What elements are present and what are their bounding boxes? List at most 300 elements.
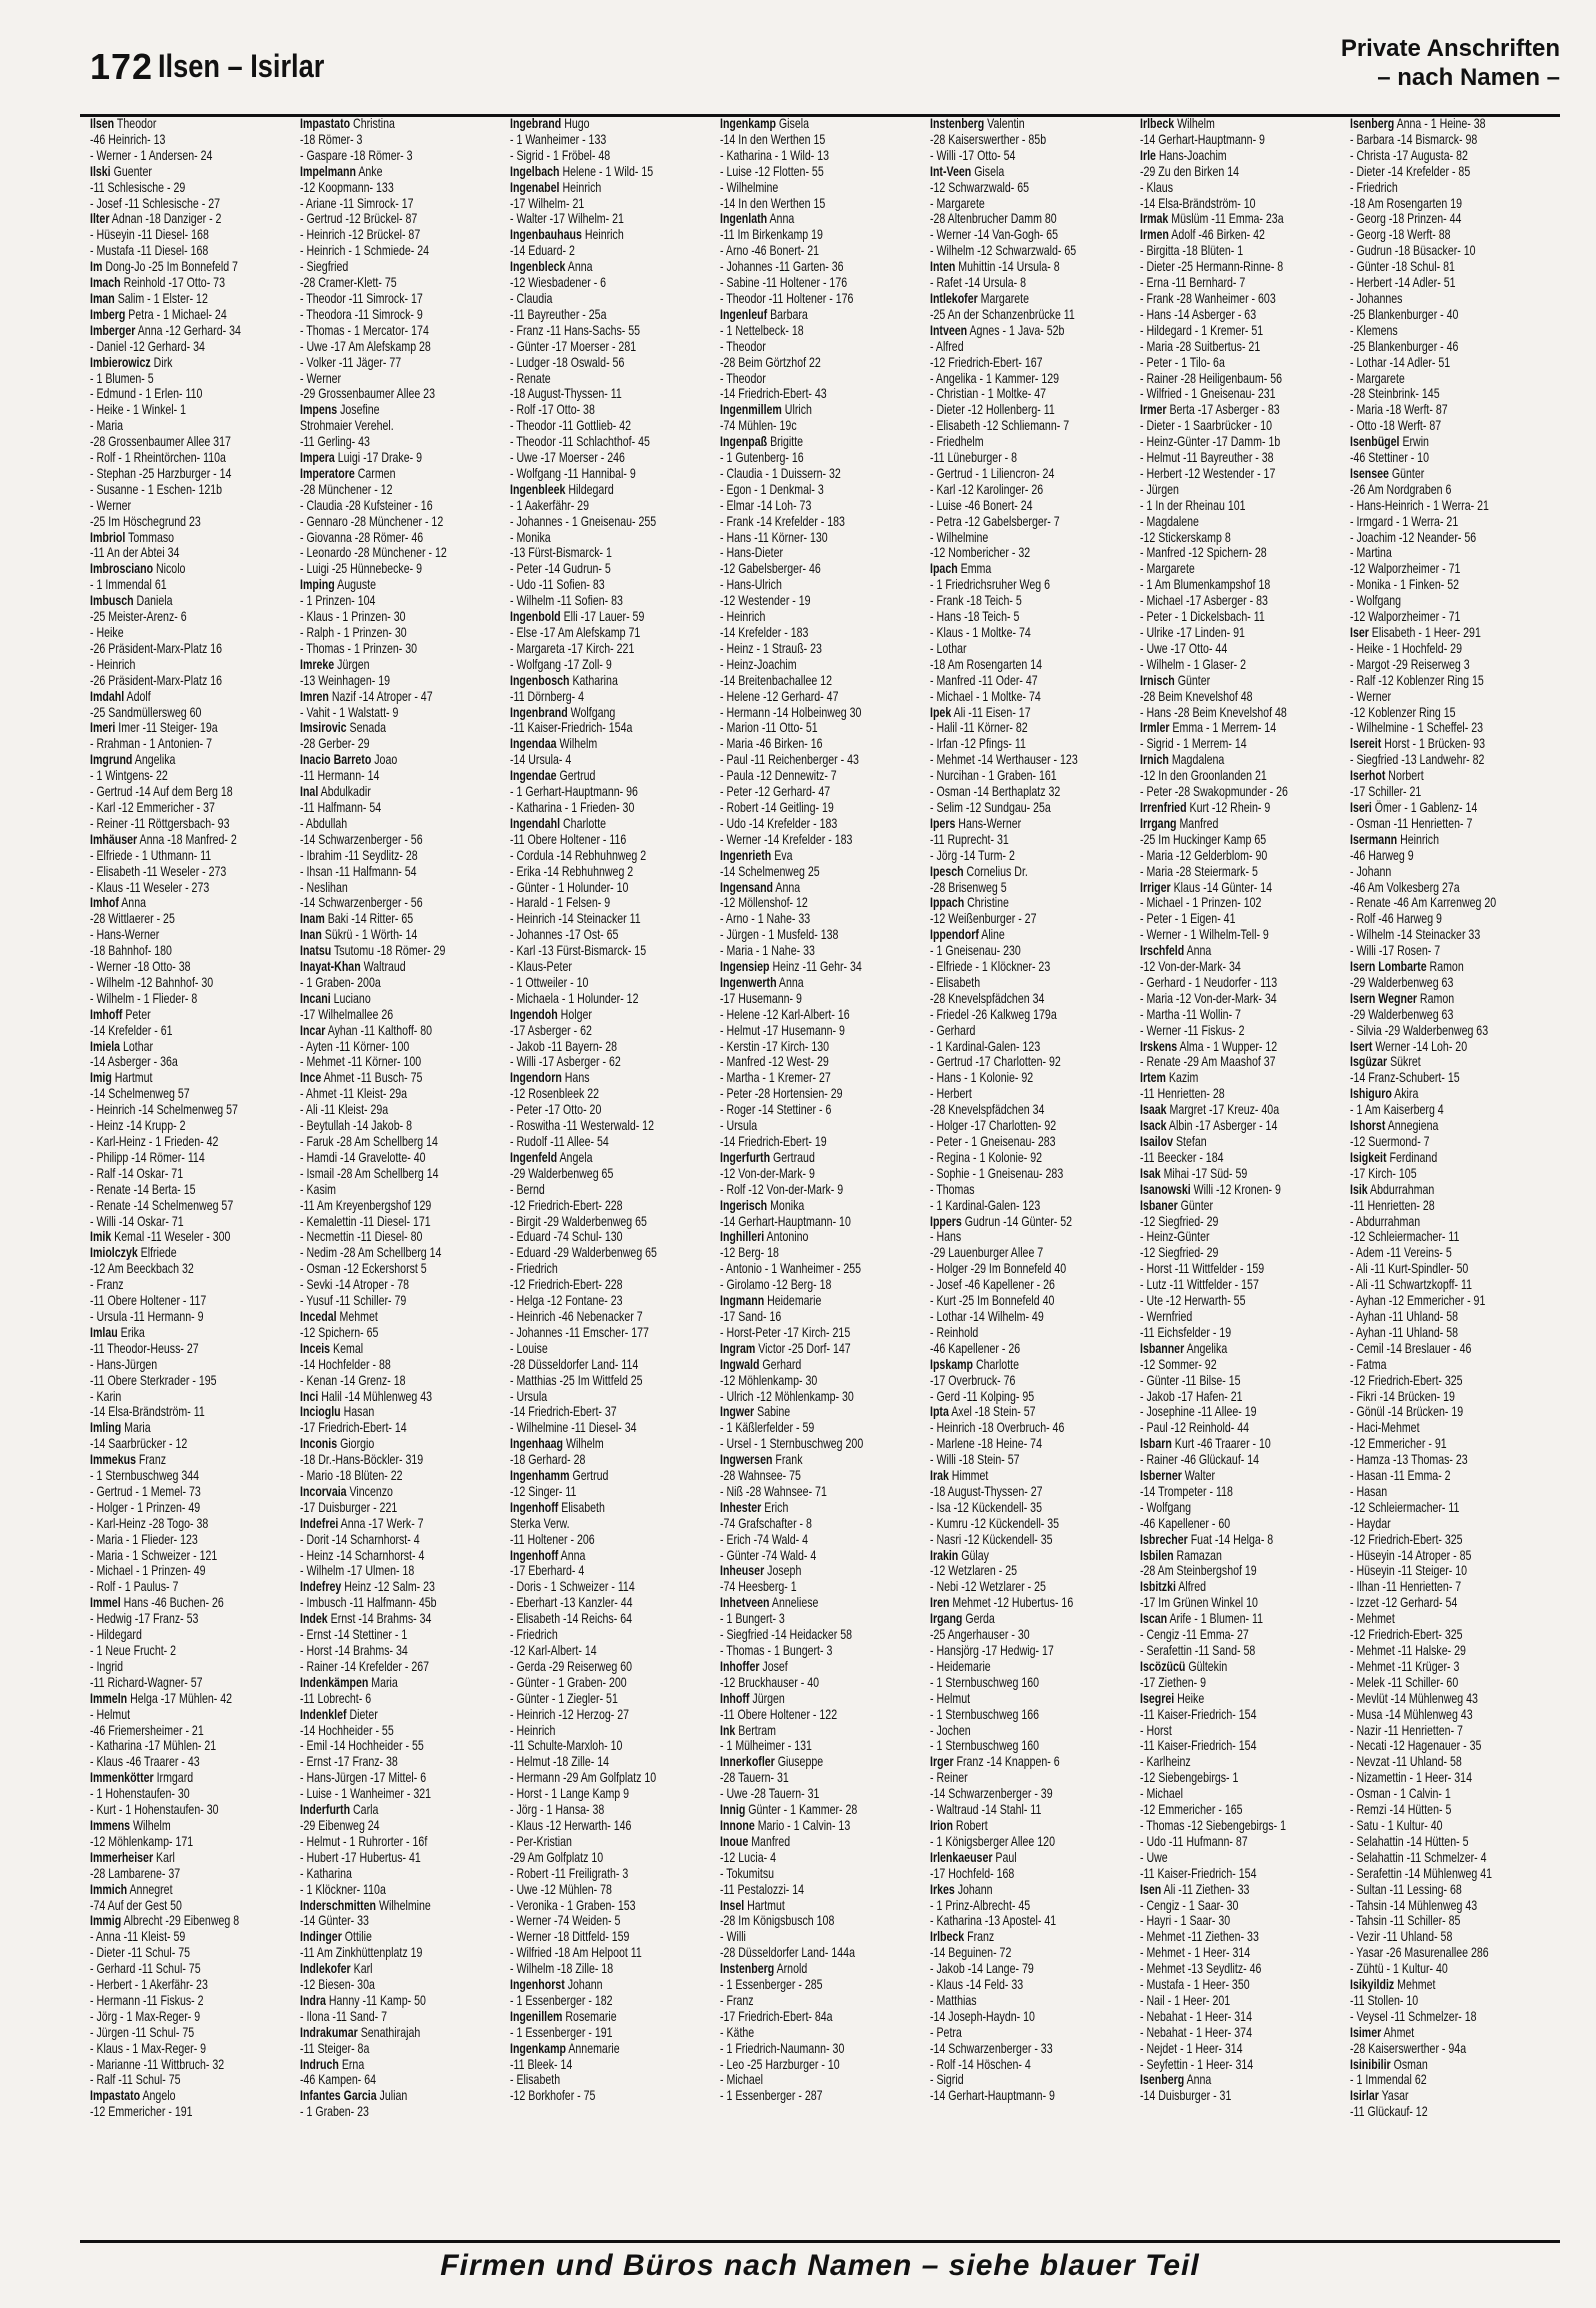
entry-surname-line — [300, 1023, 460, 1039]
entry-detail: Christine — [964, 895, 1009, 911]
entry-line: - Peter -17 Otto- 20 — [510, 1102, 602, 1118]
entry-line: - Josef -46 Kapellener - 26 — [930, 1277, 1055, 1293]
entry-detail: Gerda — [962, 1611, 995, 1627]
entry-line: - Helmut -17 Husemann- 9 — [720, 1022, 845, 1038]
entry-line: - Kurt -25 Im Bonnefeld 40 — [930, 1293, 1055, 1309]
surname: Ingenpaß — [720, 434, 768, 450]
entry-line: -29 Zu den Birken 14 — [1140, 163, 1240, 179]
entry-line: - Reinhold — [930, 1324, 979, 1340]
surname: Ippendorf — [930, 927, 979, 943]
entry-surname-line — [510, 2009, 670, 2025]
surname: Isbarn — [1140, 1436, 1172, 1452]
entry-line: - Ayhan -12 Emmericher - 91 — [1350, 1293, 1486, 1309]
entry-line: - Uwe -17 Otto- 44 — [1140, 640, 1228, 656]
entry-detail: Ernst -14 Brahms- 34 — [327, 1611, 432, 1627]
entry-detail: Gültekin — [1185, 1658, 1228, 1674]
entry-surname-line — [720, 1563, 880, 1579]
entry-surname-line — [1140, 1548, 1300, 1564]
entry-detail: Heinrich — [581, 227, 624, 243]
entry-line: - Gertrud - 1 Memel- 73 — [90, 1483, 201, 1499]
surname: Imeri — [90, 720, 116, 736]
entry-line: -14 Elsa-Brändström- 11 — [90, 1404, 205, 1420]
entry-line: - Günter -74 Wald- 4 — [720, 1547, 817, 1563]
entry-line: -12 Singer- 11 — [510, 1483, 577, 1499]
entry-line: - Heinz -14 Krupp- 2 — [90, 1118, 186, 1134]
entry-line: - Dieter -12 Hollenberg- 11 — [930, 402, 1055, 418]
entry-line: - Wilhelm -14 Steinacker 33 — [1350, 927, 1481, 943]
entry-surname-line — [720, 959, 880, 975]
entry-line: - Necati -12 Hagenauer - 35 — [1350, 1738, 1482, 1754]
entry-line: - Elisabeth — [930, 974, 981, 990]
entry-detail: Jürgen — [334, 656, 370, 672]
entry-surname-line — [930, 927, 1090, 943]
entry-surname-line — [1350, 800, 1510, 816]
surname: Inhoff — [720, 1690, 750, 1706]
surname: Isenberg — [1350, 116, 1395, 131]
entry-line: -13 Fürst-Bismarck- 1 — [510, 545, 612, 561]
entry-line: -14 Krefelder - 183 — [720, 625, 809, 640]
entry-line: - Gerda -29 Reiserweg 60 — [510, 1658, 632, 1674]
surname: Indek — [300, 1611, 328, 1627]
entry-line: - Heinz-Günter -17 Damm- 1b — [1140, 434, 1281, 450]
entry-surname-line — [90, 1770, 250, 1786]
entry-line: - Hansjörg -17 Hedwig- 17 — [930, 1643, 1054, 1658]
entry-line: - Abdurrahman — [1350, 1213, 1421, 1229]
entry-line: - Leo -25 Harzburger - 10 — [720, 2056, 840, 2072]
entry-line: - Hedwig -17 Franz- 53 — [90, 1611, 199, 1627]
entry-line: - Werner - 1 Wilhelm-Tell- 9 — [1140, 927, 1269, 943]
entry-line: - Reiner -11 Röttgersbach- 93 — [90, 815, 230, 831]
entry-line: -11 Lobrecht- 6 — [300, 1690, 372, 1706]
entry-line: - Waltraud -14 Stahl- 11 — [930, 1802, 1042, 1818]
entry-line: - Necmettin -11 Diesel- 80 — [300, 1229, 423, 1245]
surname: Intveen — [930, 322, 968, 338]
entry-detail: Theodor — [114, 116, 157, 131]
entry-line: -17 Overbruck- 76 — [930, 1372, 1016, 1388]
surname: Inderfurth — [300, 1802, 351, 1818]
surname: Isailov — [1140, 1134, 1174, 1149]
entry-surname-line — [300, 943, 460, 959]
entry-line: -12 Wetzlaren - 25 — [930, 1563, 1018, 1579]
entry-surname-line — [510, 1150, 670, 1166]
entry-line: - Halil -11 Körner- 82 — [930, 720, 1028, 736]
entry-line: - Marion -11 Otto- 51 — [720, 720, 818, 736]
entry-line: -17 Im Grünen Winkel 10 — [1140, 1595, 1258, 1611]
entry-surname-line — [90, 291, 250, 307]
entry-line: - Kasim — [300, 1181, 336, 1197]
entry-line: - Heinz -14 Scharnhorst- 4 — [300, 1547, 425, 1563]
entry-surname-line — [300, 689, 460, 705]
entry-surname-line — [720, 1691, 880, 1707]
entry-line: - Margot -29 Reiserweg 3 — [1350, 656, 1470, 672]
surname: Ingwersen — [720, 1452, 773, 1468]
directory-column — [1350, 116, 1555, 2236]
entry-line: -46 Kapellener - 60 — [1140, 1515, 1231, 1531]
entry-line: -12 Weißenburger - 27 — [930, 911, 1037, 927]
entry-line: -28 Am Steinbergshof 19 — [1140, 1563, 1257, 1579]
entry-line: -14 Schelmenweg 25 — [720, 863, 820, 879]
entry-line: - Faruk -28 Am Schellberg 14 — [300, 1134, 438, 1149]
entry-detail: Elisabeth — [558, 1499, 605, 1515]
entry-detail: Kemal -11 Weseler - 300 — [111, 1229, 231, 1245]
entry-surname-line — [300, 1993, 460, 2009]
entry-line: -12 Siebengebirgs- 1 — [1140, 1770, 1239, 1786]
entry-line: - Cordula -14 Rebhuhnweg 2 — [510, 847, 647, 863]
entry-surname-line — [720, 1818, 880, 1834]
surname: Imik — [90, 1229, 112, 1245]
entry-detail: Ramon — [1416, 990, 1455, 1006]
entry-line: - Peter -28 Swakopmunder - 26 — [1140, 784, 1288, 800]
entry-line: - Walter -17 Wilhelm- 21 — [510, 211, 624, 227]
entry-line: - Christa -17 Augusta- 82 — [1350, 147, 1468, 163]
entry-surname-line — [90, 720, 250, 736]
entry-line: - Mehmet — [1350, 1611, 1395, 1627]
entry-surname-line — [510, 1548, 670, 1564]
entry-line: - Luigi -25 Hünnebecke- 9 — [300, 561, 423, 577]
entry-line: -46 Am Volkesberg 27a — [1350, 879, 1460, 895]
entry-line: -11 Halfmann- 54 — [300, 799, 382, 815]
surname: Ingelbach — [510, 163, 560, 179]
entry-line: -12 Friedrich-Ebert- 228 — [510, 1197, 623, 1213]
surname: Isermann — [1350, 831, 1398, 847]
entry-line: - 1 Blumen- 5 — [90, 370, 154, 386]
entry-line: - Heinrich -18 Overbruch- 46 — [930, 1420, 1065, 1436]
entry-line: - Hildegard - 1 Kremer- 51 — [1140, 322, 1264, 338]
entry-line: - Ali -11 Kurt-Spindler- 50 — [1350, 1261, 1469, 1277]
entry-line: -28 Knevelspfädchen 34 — [930, 990, 1045, 1006]
entry-line: - 1 Käßlerfelder - 59 — [720, 1420, 815, 1436]
surname: Irkes — [930, 1881, 955, 1897]
entry-line: - Jürgen -11 Schul- 75 — [90, 2024, 195, 2040]
surname: Ingenabel — [510, 179, 560, 195]
entry-surname-line — [510, 736, 670, 752]
surname: Imbrosciano — [90, 561, 154, 577]
entry-surname-line — [300, 116, 460, 132]
surname: Isirlar — [1350, 2088, 1379, 2104]
entry-detail: Imer -11 Steiger- 19a — [115, 720, 218, 736]
entry-line: - Michael -17 Asberger - 83 — [1140, 593, 1268, 609]
entry-line: - Arno - 1 Nahe- 33 — [720, 911, 811, 927]
surname: Ingenkamp — [720, 116, 776, 131]
entry-detail: Johann — [954, 1881, 993, 1897]
entry-detail: Wilhelm — [1174, 116, 1215, 131]
entry-line: - Theodor -11 Simrock- 17 — [300, 290, 423, 306]
entry-detail: Elfriede — [137, 1245, 177, 1261]
surname: Indlekofer — [300, 1961, 351, 1977]
entry-detail: Irmgard — [153, 1770, 194, 1786]
entry-line: -11 Henrietten- 28 — [1350, 1197, 1435, 1213]
entry-line: -12 Wiesbadener - 6 — [510, 275, 607, 291]
entry-line: Strohmaier Verehel. — [300, 418, 394, 434]
entry-line: -12 Schwarzwald- 65 — [930, 179, 1030, 195]
entry-line: - Herbert — [930, 1086, 972, 1102]
surname: Ingenmillem — [720, 402, 782, 418]
entry-line: - Friedrich — [510, 1261, 558, 1277]
entry-line: - Udo -14 Krefelder - 183 — [720, 815, 838, 831]
entry-line: - Wilhelm - 1 Glaser- 2 — [1140, 656, 1247, 672]
surname: Instenberg — [930, 116, 985, 131]
surname: Imberg — [90, 306, 126, 322]
surname: Isberner — [1140, 1468, 1182, 1484]
entry-line: - Wilhelm -11 Sofien- 83 — [510, 593, 623, 609]
entry-line: - Nurcihan - 1 Graben- 161 — [930, 768, 1057, 784]
entry-detail: Jürgen — [749, 1690, 785, 1706]
entry-surname-line — [510, 2041, 670, 2057]
surname: Iserhot — [1350, 768, 1386, 784]
surname: Ipers — [930, 815, 956, 831]
surname: Ingenkamp — [510, 2040, 566, 2056]
entry-surname-line — [510, 1468, 670, 1484]
entry-surname-line — [1140, 1532, 1300, 1548]
entry-surname-line — [300, 450, 460, 466]
entry-line: - Sigrid - 1 Merrem- 14 — [1140, 736, 1247, 752]
entry-line: - Giovanna -28 Römer- 46 — [300, 529, 424, 545]
surname: Insel — [720, 1897, 745, 1913]
entry-detail: Hartmut — [744, 1897, 785, 1913]
entry-line: - Helmut — [930, 1690, 971, 1706]
entry-surname-line — [1140, 1166, 1300, 1182]
entry-surname-line — [300, 1707, 460, 1723]
entry-line: - Ayhan -11 Uhland- 58 — [1350, 1308, 1459, 1324]
entry-line: -11 Kaiser-Friedrich- 154a — [510, 720, 633, 736]
entry-detail: Eva — [771, 847, 793, 863]
entry-detail: Vincenzo — [346, 1483, 393, 1499]
entry-line: - Silvia -29 Walderbenweg 63 — [1350, 1022, 1489, 1038]
surname: Inconis — [300, 1436, 338, 1452]
entry-line: - Renate -14 Schelmenweg 57 — [90, 1197, 234, 1213]
entry-line: - Maria - 1 Nahe- 33 — [720, 943, 815, 959]
surname: Indenkämpen — [300, 1674, 369, 1690]
entry-line: - Herbert -14 Adler- 51 — [1350, 275, 1456, 291]
entry-surname-line — [720, 848, 880, 864]
entry-line: - Michaela - 1 Holunder- 12 — [510, 990, 639, 1006]
directory-column — [1140, 116, 1345, 2236]
entry-line: - Rolf - 1 Rheintörchen- 110a — [90, 450, 226, 466]
surname: Ilter — [90, 211, 110, 227]
entry-surname-line — [90, 1913, 250, 1929]
entry-detail: Himmet — [948, 1468, 989, 1484]
entry-line: - 1 Essenberger - 191 — [510, 2024, 613, 2040]
entry-line: - Kenan -14 Grenz- 18 — [300, 1372, 406, 1388]
entry-detail: Salim - 1 Elster- 12 — [114, 290, 208, 306]
entry-line: -28 Gerber- 29 — [300, 736, 370, 752]
entry-detail: Gisela — [775, 116, 809, 131]
entry-detail: Axel -18 Stein- 57 — [948, 1404, 1036, 1420]
entry-line: - Michael — [720, 2072, 764, 2088]
entry-detail: Anna -12 Gerhard- 34 — [135, 322, 241, 338]
entry-line: - 1 Neue Frucht- 2 — [90, 1643, 177, 1658]
entry-line: -11 Stollen- 10 — [1350, 1992, 1419, 2008]
entry-line: - Monika - 1 Finken- 52 — [1350, 577, 1460, 593]
entry-line: -14 Schwarzenberger - 39 — [930, 1786, 1053, 1802]
entry-line: -12 Spichern- 65 — [300, 1324, 379, 1340]
entry-line: - Werner — [300, 370, 342, 386]
entry-detail: Hanny -11 Kamp- 50 — [325, 1992, 426, 2008]
entry-line: - Mehmet -11 Körner- 100 — [300, 1054, 422, 1070]
entry-line: - Lothar -14 Wilhelm- 49 — [930, 1308, 1044, 1324]
entry-line: - Georg -18 Prinzen- 44 — [1350, 211, 1462, 227]
entry-line: - Ulrich -12 Möhlenkamp- 30 — [720, 1388, 854, 1404]
entry-surname-line — [90, 211, 250, 227]
entry-detail: Julian — [376, 2088, 408, 2104]
entry-line: -46 Kampen- 64 — [300, 2072, 377, 2088]
entry-detail: Annegret — [127, 1881, 173, 1897]
surname: Iman — [90, 290, 115, 306]
entry-line: -14 Hochfelder - 88 — [300, 1356, 391, 1372]
entry-detail: Carla — [350, 1802, 379, 1818]
surname: Ingendorn — [510, 1070, 562, 1086]
entry-line: -14 Schwarzenberger - 56 — [300, 895, 423, 911]
entry-line: - Hans-Heinrich - 1 Werra- 21 — [1350, 497, 1489, 513]
entry-line: - Heinrich -14 Schelmenweg 57 — [90, 1102, 238, 1118]
surname: Impera — [300, 450, 335, 466]
entry-line: - 1 Am Blumenkampshof 18 — [1140, 577, 1271, 593]
surname: Ishiguro — [1350, 1086, 1392, 1102]
entry-line: - Hamdi -14 Gravelotte- 40 — [300, 1149, 426, 1165]
entry-line: -11 Glückauf- 12 — [1350, 2104, 1428, 2120]
entry-line: -14 Friedrich-Ebert- 19 — [720, 1134, 827, 1149]
entry-surname-line — [930, 1404, 1090, 1420]
entry-line: -12 Am Beeckbach 32 — [90, 1261, 194, 1277]
entry-detail: Josef — [759, 1658, 788, 1674]
entry-detail: Hasan — [340, 1404, 375, 1420]
entry-detail: Mehmet -12 Hubertus- 16 — [949, 1595, 1074, 1611]
entry-surname-line — [300, 1802, 460, 1818]
entry-line: - Theodor -11 Gottlieb- 42 — [510, 418, 632, 434]
entry-line: - Dorit -14 Scharnhorst- 4 — [300, 1531, 420, 1547]
entry-line: - Irmgard - 1 Werra- 21 — [1350, 513, 1459, 529]
entry-detail: Carmen — [354, 465, 396, 481]
entry-line: - Jürgen - 1 Musfeld- 138 — [720, 927, 839, 943]
entry-line: - Katharina — [300, 1865, 352, 1881]
entry-detail: Charlotte — [560, 815, 607, 831]
surname: Ingenwerth — [720, 974, 777, 990]
entry-line: - Katharina - 1 Frieden- 30 — [510, 799, 635, 815]
entry-line: -28 Brisenweg 5 — [930, 879, 1007, 895]
entry-line: - Mustafa -11 Diesel- 168 — [90, 243, 209, 259]
entry-line: -14 In den Werthen 15 — [720, 195, 826, 211]
surname: Ingenleuf — [720, 306, 768, 322]
entry-line: -17 Husemann- 9 — [720, 990, 802, 1006]
entry-line: - Irfan -12 Pfings- 11 — [930, 736, 1026, 752]
entry-line: - Willi -17 Rosen- 7 — [1350, 943, 1441, 959]
entry-line: - Johann — [1350, 863, 1392, 879]
entry-line: - Marlene -18 Heine- 74 — [930, 1436, 1042, 1452]
entry-line: - Claudia - 1 Duissern- 32 — [720, 465, 841, 481]
entry-line: - 1 Prinzen- 104 — [300, 593, 376, 609]
entry-line: - Luise -12 Flotten- 55 — [720, 163, 824, 179]
entry-line: -11 Beecker - 184 — [1140, 1149, 1224, 1165]
entry-line: - Willi -18 Stein- 57 — [930, 1452, 1020, 1468]
entry-line: -12 In den Groonlanden 21 — [1140, 768, 1267, 784]
entry-line: - Adem -11 Vereins- 5 — [1350, 1245, 1452, 1261]
entry-surname-line — [510, 673, 670, 689]
entry-surname-line — [1350, 991, 1510, 1007]
entry-line: - Wilhelmine — [720, 179, 779, 195]
entry-line: - Margarete — [930, 195, 985, 211]
entry-line: - Erna -11 Bernhard- 7 — [1140, 275, 1246, 291]
surname: Irle — [1140, 147, 1156, 163]
entry-line: - Osman - 1 Calvin- 1 — [1350, 1786, 1451, 1802]
entry-surname-line — [930, 1468, 1090, 1484]
entry-line: -14 Beguinen- 72 — [930, 1945, 1012, 1961]
entry-line: - Wolfgang -17 Zoll- 9 — [510, 656, 612, 672]
entry-surname-line — [720, 434, 880, 450]
entry-surname-line — [1350, 832, 1510, 848]
entry-line: -12 Gabelsberger- 46 — [720, 561, 821, 577]
entry-surname-line — [930, 1754, 1090, 1770]
surname: Irlenkaeuser — [930, 1849, 993, 1865]
entry-detail: Victor -25 Dorf- 147 — [755, 1340, 851, 1356]
entry-line: - Ariane -11 Simrock- 17 — [300, 195, 414, 211]
directory-column — [720, 116, 925, 2236]
surname: Ingenillem — [510, 2008, 563, 2024]
entry-line: - Sophie - 1 Gneisenau- 283 — [930, 1165, 1064, 1181]
entry-detail: Kurt -12 Rhein- 9 — [1186, 799, 1271, 815]
entry-detail: Arnold — [774, 1961, 808, 1977]
entry-line: -12 Emmericher - 191 — [90, 2104, 193, 2120]
entry-surname-line — [510, 609, 670, 625]
entry-line: -46 Heinrich- 13 — [90, 131, 166, 147]
entry-line: -11 Kaiser-Friedrich- 154 — [1140, 1738, 1257, 1754]
entry-line: - Karl -12 Emmericher - 37 — [90, 799, 215, 815]
entry-line: -12 Borkhofer - 75 — [510, 2088, 596, 2104]
entry-line: - Theodor -11 Schlachthof- 45 — [510, 434, 650, 450]
entry-line: - Hubert -17 Hubertus- 41 — [300, 1849, 421, 1865]
entry-surname-line — [510, 1977, 670, 1993]
entry-detail: Antonino — [764, 1229, 809, 1245]
entry-surname-line — [720, 1357, 880, 1373]
entry-detail: Willi -12 Kronen- 9 — [1190, 1181, 1281, 1197]
entry-detail: Albin -17 Asberger - 14 — [1166, 1118, 1278, 1134]
entry-surname-line — [1140, 1039, 1300, 1055]
surname: Inhester — [720, 1499, 762, 1515]
entry-line: - Eduard -74 Schul- 130 — [510, 1229, 623, 1245]
entry-line: -14 Franz-Schubert- 15 — [1350, 1070, 1460, 1086]
entry-surname-line — [930, 1611, 1090, 1627]
entry-line: -14 Hochheider - 55 — [300, 1722, 394, 1738]
entry-line: - 1 Klöckner- 110a — [300, 1881, 386, 1897]
entry-line: - Nebahat - 1 Heer- 374 — [1140, 2024, 1252, 2040]
entry-line: - Haci-Mehmet — [1350, 1420, 1420, 1436]
entry-line: - 1 Gerhart-Hauptmann- 96 — [510, 784, 638, 800]
entry-surname-line — [720, 402, 880, 418]
entry-line: - Georg -18 Werft- 88 — [1350, 227, 1451, 243]
entry-line: -14 Ursula- 4 — [510, 752, 572, 768]
entry-line: - Ernst -17 Franz- 38 — [300, 1754, 398, 1770]
entry-detail: Klaus -14 Günter- 14 — [1170, 879, 1273, 895]
entry-line: - Ahmet -11 Kleist- 29a — [300, 1086, 408, 1102]
entry-surname-line — [300, 991, 460, 1007]
entry-line: - Jakob -17 Hafen- 21 — [1140, 1388, 1243, 1404]
entry-detail: Maria — [121, 1420, 151, 1436]
surname: Imdahl — [90, 688, 125, 704]
entry-line: - Roswitha -11 Westerwald- 12 — [510, 1118, 654, 1134]
surname: Innig — [720, 1802, 746, 1818]
entry-surname-line — [930, 1929, 1090, 1945]
entry-line: - Eberhart -13 Kanzler- 44 — [510, 1595, 633, 1611]
entry-detail: Gertrud — [569, 1468, 609, 1484]
entry-detail: Hans-Werner — [955, 815, 1022, 831]
entry-line: - Maria -28 Suitbertus- 21 — [1140, 338, 1261, 354]
entry-line: - Wilfried -18 Am Helpoot 11 — [510, 1945, 642, 1961]
entry-line: -11 Obere Holtener - 117 — [90, 1293, 207, 1309]
entry-line: - Tahsin -14 Mühlenweg 43 — [1350, 1897, 1478, 1913]
entry-line: - Horst-Peter -17 Kirch- 215 — [720, 1324, 851, 1340]
entry-detail: Valentin — [984, 116, 1025, 131]
entry-line: - Wilhelm -18 Zille- 18 — [510, 1961, 614, 1977]
surname: Irmak — [1140, 211, 1169, 227]
